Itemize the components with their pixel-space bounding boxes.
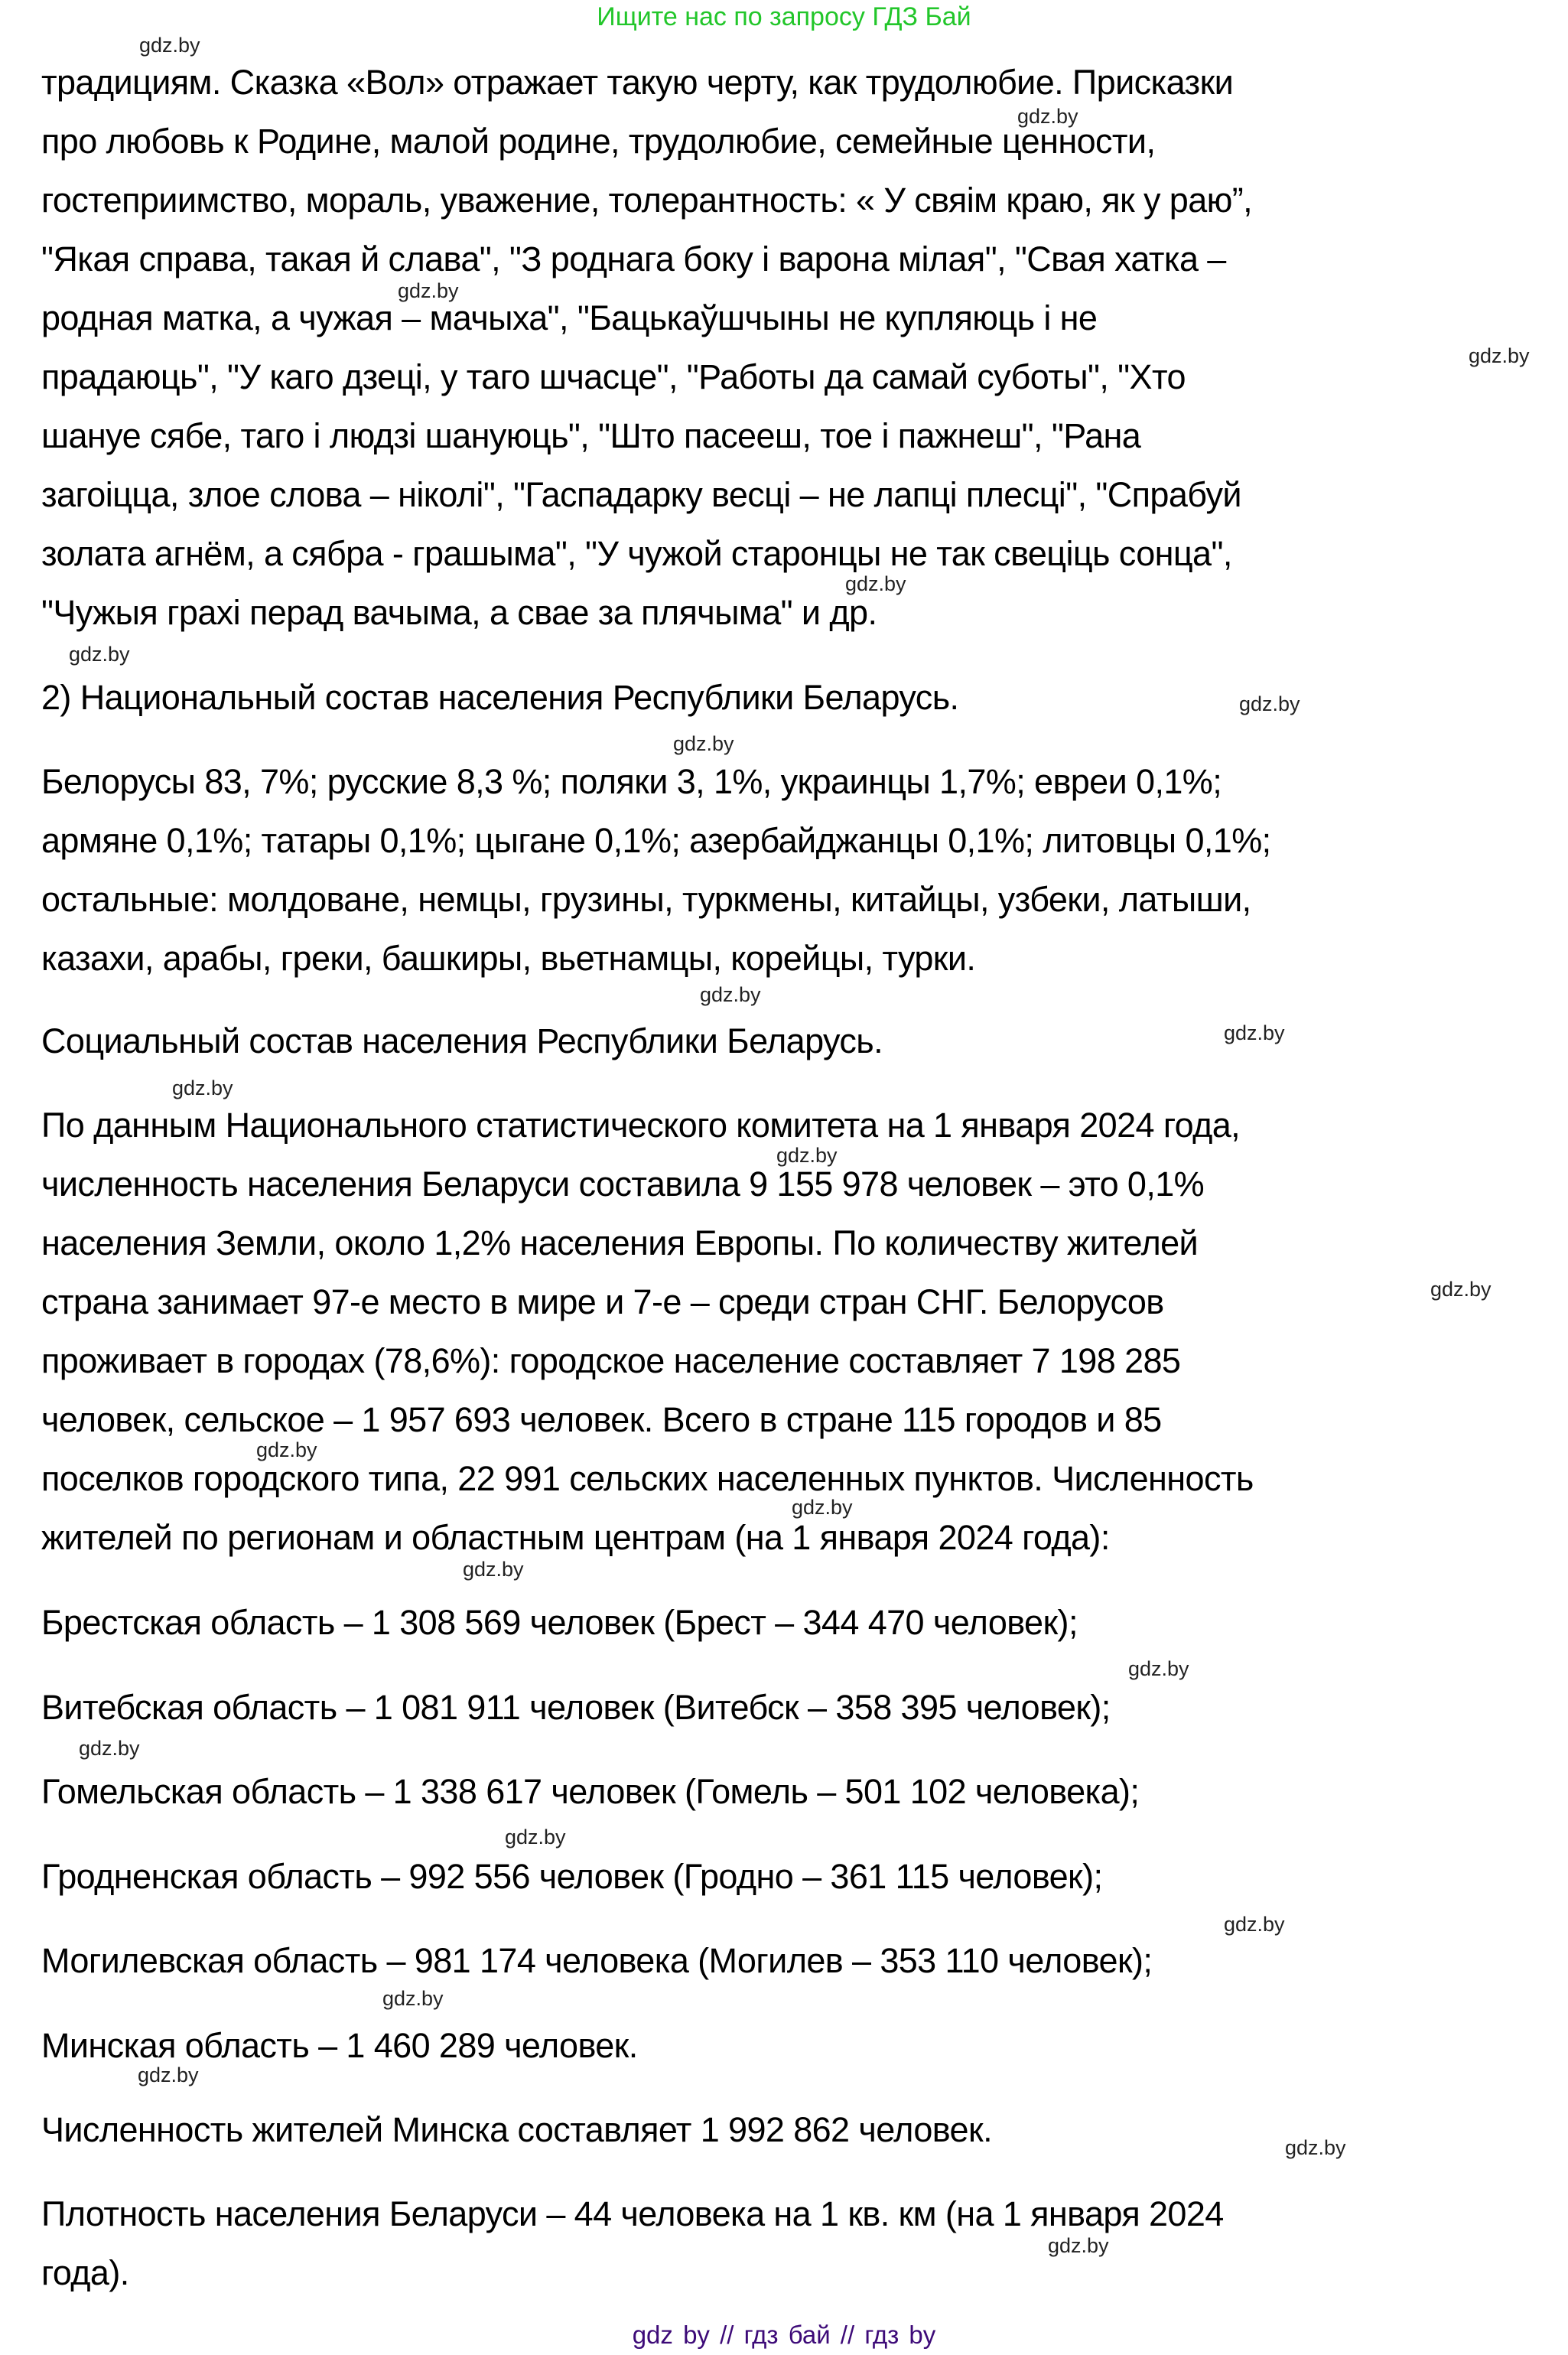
text-line: жителей по регионам и областным центрам (на 1 января 2024 года): — [41, 1518, 1110, 1557]
social-heading: Социальный состав населения Республики Беларусь. — [41, 1021, 883, 1060]
text-line: прадаюць", "У каго дзеці, у таго шчасце", "Работы да самай суботы", "Хто — [41, 357, 1186, 396]
header-banner: Ищите нас по запросу ГДЗ Бай — [597, 2, 971, 31]
watermark: gdz.by — [1239, 692, 1300, 715]
minsk-population: Численность жителей Минска составляет 1 992 862 человек. — [41, 2110, 992, 2149]
text-line: проживает в городах (78,6%): городское население составляет 7 198 285 — [41, 1341, 1181, 1380]
region-mogilev: Могилевская область – 981 174 человека (Могилев – 353 110 человек); — [41, 1941, 1153, 1980]
text-line: По данным Национального статистического комитета на 1 января 2024 года, — [41, 1106, 1241, 1145]
watermark: gdz.by — [1285, 2136, 1346, 2159]
text-line: загоiцца, злое слова – ніколі", "Гаспадарку весці – не лапці плесці", "Спрабуй — [41, 475, 1241, 514]
text-line: "Якая справа, такая й слава", "З роднага боку і варона мілая", "Свая хатка – — [41, 239, 1226, 278]
text-line: гостеприимство, мораль, уважение, толерантность: « У свяім краю, як у раю”, — [41, 181, 1253, 220]
text-line: "Чужыя грахі перад вачыма, а свае за плячыма" и др. — [41, 593, 877, 632]
watermark: gdz.by — [505, 1826, 566, 1848]
national-heading: 2) Национальный состав населения Республики Беларусь. — [41, 678, 959, 717]
watermark: gdz.by — [256, 1438, 317, 1461]
text-line: численность населения Беларуси составила 9 155 978 человек – это 0,1% — [41, 1164, 1205, 1204]
watermark: gdz.by — [172, 1077, 233, 1099]
watermark: gdz.by — [69, 643, 130, 666]
text-line: казахи, арабы, греки, башкиры, вьетнамцы, корейцы, турки. — [41, 939, 976, 978]
watermark: gdz.by — [673, 732, 734, 755]
watermark: gdz.by — [1224, 1913, 1285, 1936]
watermark: gdz.by — [1017, 105, 1078, 128]
text-line: остальные: молдоване, немцы, грузины, туркмены, китайцы, узбеки, латыши, — [41, 880, 1251, 919]
text-line: про любовь к Родине, малой родине, трудолюбие, семейные ценности, — [41, 122, 1156, 161]
text-line: страна занимает 97-е место в мире и 7-е – среди стран СНГ. Белорусов — [41, 1282, 1164, 1321]
text-line: армяне 0,1%; татары 0,1%; цыгане 0,1%; азербайджанцы 0,1%; литовцы 0,1%; — [41, 821, 1271, 860]
watermark: gdz.by — [792, 1496, 853, 1519]
watermark: gdz.by — [382, 1987, 444, 2010]
watermark: gdz.by — [1430, 1278, 1492, 1301]
text-line: родная матка, а чужая – мачыха", "Бацькаўшчыны не купляюць і не — [41, 298, 1098, 337]
watermark: gdz.by — [1128, 1657, 1189, 1680]
watermark: gdz.by — [1048, 2234, 1109, 2257]
text-line: традициям. Сказка «Вол» отражает такую черту, как трудолюбие. Присказки — [41, 63, 1234, 102]
watermark: gdz.by — [776, 1144, 838, 1167]
region-gomel: Гомельская область – 1 338 617 человек (Гомель – 501 102 человека); — [41, 1772, 1140, 1811]
watermark: gdz.by — [79, 1737, 140, 1760]
footer-links: gdz by // гдз бай // гдз by — [632, 2321, 936, 2349]
region-brest: Брестская область – 1 308 569 человек (Брест – 344 470 человек); — [41, 1603, 1078, 1642]
text-line: человек, сельское – 1 957 693 человек. Всего в стране 115 городов и 85 — [41, 1400, 1162, 1439]
text-line: поселков городского типа, 22 991 сельских населенных пунктов. Численность — [41, 1459, 1254, 1498]
region-grodno: Гродненская область – 992 556 человек (Гродно – 361 115 человек); — [41, 1857, 1103, 1896]
watermark: gdz.by — [463, 1558, 524, 1581]
text-line: населения Земли, около 1,2% населения Европы. По количеству жителей — [41, 1223, 1199, 1262]
watermark: gdz.by — [398, 279, 459, 302]
watermark: gdz.by — [139, 34, 200, 57]
watermark: gdz.by — [700, 983, 761, 1006]
watermark: gdz.by — [138, 2063, 199, 2086]
region-minsk: Минская область – 1 460 289 человек. — [41, 2026, 638, 2065]
text-line: Белорусы 83, 7%; русские 8,3 %; поляки 3, 1%, украинцы 1,7%; евреи 0,1%; — [41, 762, 1222, 801]
watermark: gdz.by — [1224, 1021, 1285, 1044]
text-line: шануе сябе, таго і людзі шануюць", "Што пасееш, тое і пажнеш", "Рана — [41, 416, 1141, 455]
region-vitebsk: Витебская область – 1 081 911 человек (Витебск – 358 395 человек); — [41, 1688, 1111, 1727]
text-line: Плотность населения Беларуси – 44 человека на 1 кв. км (на 1 января 2024 — [41, 2194, 1224, 2233]
watermark: gdz.by — [1469, 344, 1530, 367]
text-line: золата агнём, а сябра - грашыма", "У чужой старонцы не так свеціць сонца", — [41, 534, 1232, 573]
watermark: gdz.by — [845, 572, 906, 595]
text-line: года). — [41, 2253, 129, 2292]
